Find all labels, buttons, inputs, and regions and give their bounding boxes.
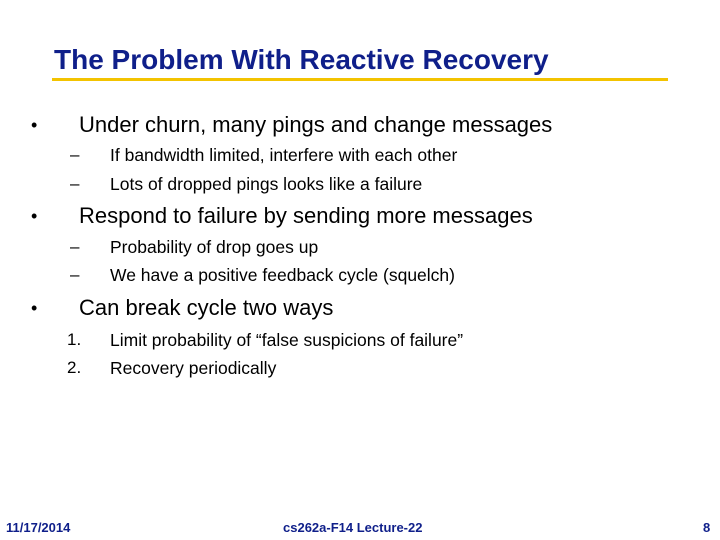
footer-page-number: 8 xyxy=(703,520,711,535)
bullet-marker: • xyxy=(31,115,38,135)
bullet-text: Under churn, many pings and change messages xyxy=(79,112,553,137)
sub-bullet-text: If bandwidth limited, interfere with each other xyxy=(110,145,458,165)
sub-bullet-text: Probability of drop goes up xyxy=(110,237,319,257)
footer-date: 11/17/2014 xyxy=(6,520,71,535)
numbered-marker: 1. xyxy=(67,330,82,349)
numbered-marker: 2. xyxy=(67,358,82,377)
sub-bullet-marker: – xyxy=(70,174,80,193)
bullet-text: Can break cycle two ways xyxy=(79,295,334,320)
sub-bullet-marker: – xyxy=(70,265,80,284)
title-underline xyxy=(52,78,668,81)
bullet-text: Respond to failure by sending more messages xyxy=(79,203,533,228)
numbered-text: Limit probability of “false suspicions of failure” xyxy=(110,330,464,350)
sub-bullet-text: We have a positive feedback cycle (squelch) xyxy=(110,265,455,285)
numbered-text: Recovery periodically xyxy=(110,358,277,378)
sub-bullet-marker: – xyxy=(70,145,80,164)
sub-bullet-marker: – xyxy=(70,237,80,256)
bullet-marker: • xyxy=(31,206,38,226)
sub-bullet-text: Lots of dropped pings looks like a failure xyxy=(110,174,423,194)
slide-title: The Problem With Reactive Recovery xyxy=(54,44,549,75)
footer-course: cs262a-F14 Lecture-22 xyxy=(283,520,423,535)
bullet-marker: • xyxy=(31,298,38,318)
